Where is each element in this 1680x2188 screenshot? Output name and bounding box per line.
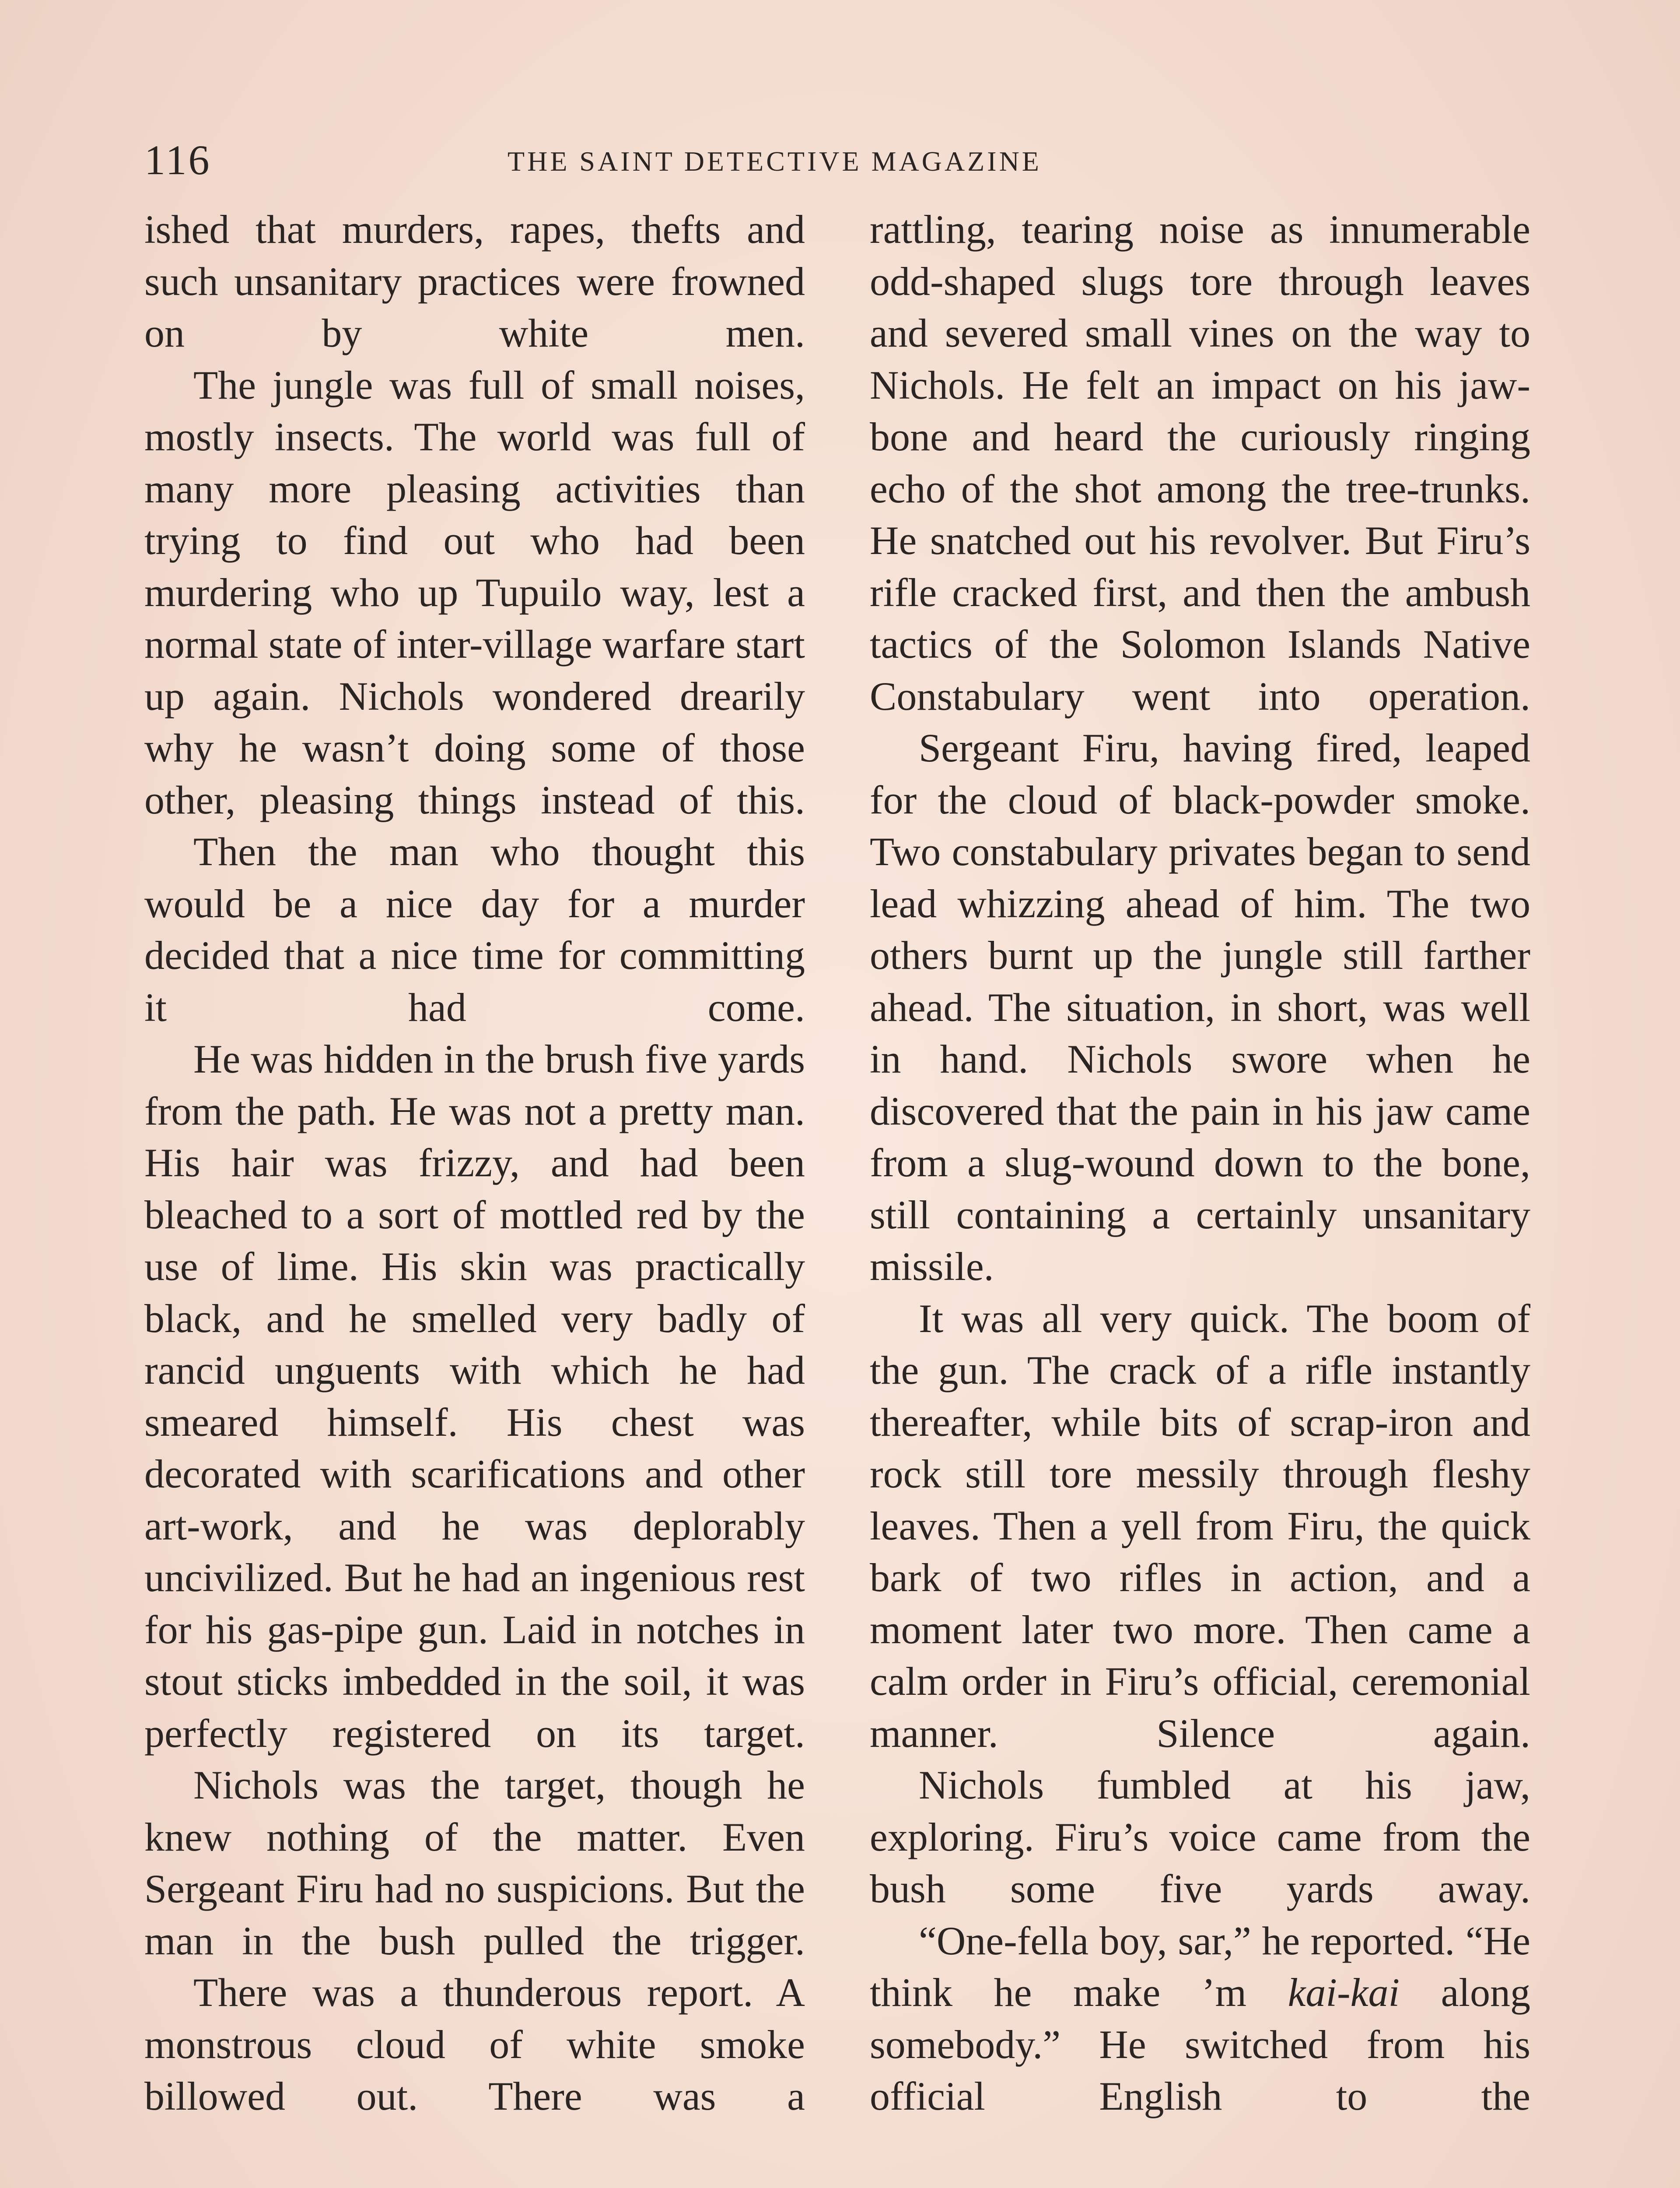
paragraph: Nichols was the target, though he knew nothing of the matter. Even Sergeant Firu had no suspicions. But the man in the bush pulled the trigger. [144, 1763, 805, 1963]
paragraph-text: “One-fella boy, sar,” he reported. “He think he make ’m [870, 1918, 1530, 2015]
paragraph: Sergeant Firu, having fired, leaped for the cloud of black-powder smoke. Two constabulary privates began to send lead whizzing ahead of him. The two others burnt up the jungle still farther ahead. The situation, in short, was well in hand. Nichols swore when he discovered that the pain in his jaw came from a slug-wound down to the bone, still containing a certainly unsanitary missile. [870, 726, 1530, 1289]
page-header [144, 136, 1536, 188]
paragraph: Then the man who thought this would be a nice day for a murder decided that a nice time for committing it had come. [144, 829, 805, 1030]
left-column [144, 203, 805, 2122]
paragraph: rattling, tearing noise as innumerable odd-shaped slugs tore through leaves and severed small vines on the way to Nichols. He felt an impact on his jaw-bone and heard the curiously ringing echo of the shot among the tree-trunks. He snatched out his revolver. But Firu’s rifle cracked first, and then the ambush tactics of the Solomon Islands Native Constabulary went into operation. [870, 207, 1530, 719]
running-head: THE SAINT DETECTIVE MAGAZINE [508, 146, 1042, 177]
paragraph: He was hidden in the brush five yards from the path. He was not a pretty man. His hair was frizzy, and had been bleached to a sort of mottled red by the use of lime. His skin was practically black, and he smelled very badly of rancid unguents with which he had smeared himself. His chest was decorated with scarifications and other art-work, and he was deplorably uncivilized. But he had an ingenious rest for his gas-pipe gun. Laid in notches in stout sticks imbedded in the soil, it was perfectly registered on its target. [144, 1037, 805, 1756]
right-column [870, 203, 1530, 2122]
paragraph: Nichols fumbled at his jaw, exploring. Firu’s voice came from the bush some five yards away. [870, 1763, 1530, 1911]
italic-phrase: kai-kai [1288, 1970, 1400, 2015]
paragraph: It was all very quick. The boom of the gun. The crack of a rifle instantly thereafter, while bits of scrap-iron and rock still tore messily through fleshy leaves. Then a yell from Firu, the quick bark of two rifles in action, and a moment later two more. Then came a calm order in Firu’s official, ceremonial manner. Silence again. [870, 1296, 1530, 1756]
paragraph: There was a thunderous report. A monstrous cloud of white smoke billowed out. There was a [144, 1970, 805, 2118]
paragraph-text: along somebody.” He switched from his official English to the [870, 1970, 1530, 2118]
paragraph: ished that murders, rapes, thefts and such unsanitary practices were frowned on by white men. [144, 207, 805, 355]
page-number: 116 [144, 137, 211, 183]
paragraph: The jungle was full of small noises, mostly insects. The world was full of many more pleasing activities than trying to find out who had been murdering who up Tupuilo way, lest a normal state of inter-village warfare start up again. Nichols wondered drearily why he wasn’t doing some of those other, pleasing things instead of this. [144, 362, 805, 822]
paragraph [870, 1915, 1530, 2122]
